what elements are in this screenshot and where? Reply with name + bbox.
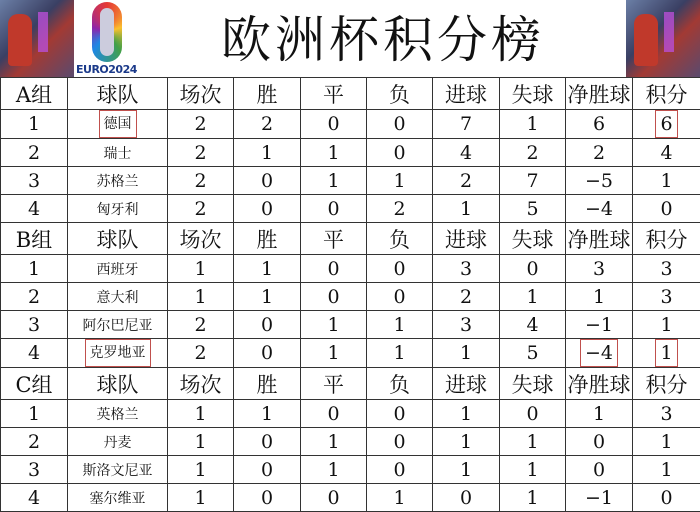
cell bbox=[367, 428, 433, 456]
cell bbox=[433, 167, 500, 195]
cell bbox=[433, 428, 500, 456]
cell bbox=[500, 456, 566, 484]
cell bbox=[566, 400, 633, 428]
cell-value: 3 bbox=[28, 459, 40, 481]
cell bbox=[367, 139, 433, 167]
cell bbox=[566, 195, 633, 223]
cell-value: 0 bbox=[261, 342, 273, 364]
cell bbox=[367, 456, 433, 484]
column-header: 胜 bbox=[234, 368, 301, 400]
cell bbox=[433, 110, 500, 139]
team-name bbox=[68, 456, 168, 484]
cell-value: 7 bbox=[526, 170, 538, 192]
column-header: 进球 bbox=[433, 78, 500, 110]
cell-value: 3 bbox=[460, 258, 472, 280]
team-name bbox=[68, 484, 168, 512]
cell-value: −4 bbox=[585, 198, 613, 220]
cell-value: 1 bbox=[526, 487, 538, 509]
cell bbox=[168, 311, 234, 339]
cell-value: 1 bbox=[327, 314, 339, 336]
cell-value: 0 bbox=[660, 487, 672, 509]
cell-value: 1 bbox=[526, 459, 538, 481]
cell-value: 1 bbox=[194, 286, 206, 308]
cell bbox=[1, 139, 68, 167]
cell-value: 2 bbox=[526, 142, 538, 164]
cell-value: 1 bbox=[194, 487, 206, 509]
cell-value: 1 bbox=[261, 403, 273, 425]
cell bbox=[234, 167, 301, 195]
group-name: B组 bbox=[1, 223, 68, 255]
cell bbox=[234, 339, 301, 368]
cell-value: 0 bbox=[327, 403, 339, 425]
cell bbox=[433, 283, 500, 311]
euro2024-logo: EURO2024 bbox=[74, 0, 142, 77]
cell bbox=[168, 139, 234, 167]
cell-value: 斯洛文尼亚 bbox=[83, 463, 153, 479]
cell-value: 0 bbox=[261, 431, 273, 453]
cell-value: 7 bbox=[460, 113, 472, 135]
column-header: 进球 bbox=[433, 368, 500, 400]
cell bbox=[301, 311, 367, 339]
cell-value: 丹麦 bbox=[104, 435, 132, 451]
cell-value: 塞尔维亚 bbox=[90, 491, 146, 507]
column-header: 平 bbox=[301, 223, 367, 255]
cell bbox=[168, 167, 234, 195]
cell bbox=[168, 428, 234, 456]
cell-value: 西班牙 bbox=[97, 262, 139, 278]
cell-value: 3 bbox=[660, 258, 672, 280]
cell bbox=[168, 283, 234, 311]
cell-value: 0 bbox=[660, 198, 672, 220]
cell bbox=[500, 400, 566, 428]
cell-value: −5 bbox=[585, 170, 613, 192]
cell-value: 4 bbox=[460, 142, 472, 164]
cell bbox=[1, 400, 68, 428]
cell-value: 1 bbox=[393, 170, 405, 192]
cell-value: 4 bbox=[28, 487, 40, 509]
cell-value: 0 bbox=[261, 314, 273, 336]
cell-value: 2 bbox=[460, 170, 472, 192]
team-name bbox=[68, 400, 168, 428]
cell bbox=[566, 484, 633, 512]
cell-value: −1 bbox=[585, 487, 613, 509]
column-header: 进球 bbox=[433, 223, 500, 255]
cell bbox=[500, 255, 566, 283]
cell bbox=[168, 255, 234, 283]
column-header: 平 bbox=[301, 78, 367, 110]
cell bbox=[566, 339, 633, 368]
cell-value: 0 bbox=[393, 142, 405, 164]
cell-value: 1 bbox=[460, 342, 472, 364]
cell-value: −1 bbox=[585, 314, 613, 336]
cell-value: 5 bbox=[526, 198, 538, 220]
cell-value: 1 bbox=[660, 170, 672, 192]
cell bbox=[367, 110, 433, 139]
cell-value: 0 bbox=[327, 258, 339, 280]
cell-value: 4 bbox=[526, 314, 538, 336]
column-header: 负 bbox=[367, 78, 433, 110]
cell-value: 0 bbox=[261, 487, 273, 509]
column-header: 场次 bbox=[168, 78, 234, 110]
cell bbox=[1, 428, 68, 456]
cell bbox=[633, 400, 700, 428]
table-row bbox=[1, 139, 700, 167]
cell-value: 1 bbox=[593, 403, 605, 425]
cell bbox=[367, 311, 433, 339]
cell-value: 2 bbox=[194, 314, 206, 336]
cell bbox=[234, 195, 301, 223]
cell bbox=[234, 456, 301, 484]
cell bbox=[168, 195, 234, 223]
cell-value: 1 bbox=[194, 459, 206, 481]
cell bbox=[566, 255, 633, 283]
player-image-right bbox=[626, 0, 700, 77]
cell-value: 3 bbox=[593, 258, 605, 280]
cell-value: 苏格兰 bbox=[97, 174, 139, 190]
cell-value: 1 bbox=[393, 342, 405, 364]
team-name bbox=[68, 339, 168, 368]
cell-value: 5 bbox=[526, 342, 538, 364]
cell bbox=[234, 428, 301, 456]
cell bbox=[433, 400, 500, 428]
column-header: 场次 bbox=[168, 368, 234, 400]
cell bbox=[500, 139, 566, 167]
cell bbox=[301, 400, 367, 428]
cell bbox=[1, 311, 68, 339]
cell bbox=[367, 283, 433, 311]
table-row bbox=[1, 110, 700, 139]
cell-value: 英格兰 bbox=[97, 407, 139, 423]
cell bbox=[633, 484, 700, 512]
cell-value: 0 bbox=[327, 198, 339, 220]
column-header: 球队 bbox=[68, 78, 168, 110]
cell bbox=[433, 484, 500, 512]
cell bbox=[1, 167, 68, 195]
cell-value: 1 bbox=[28, 113, 40, 135]
column-header: 净胜球 bbox=[566, 368, 633, 400]
cell-value: 1 bbox=[393, 314, 405, 336]
cell bbox=[500, 484, 566, 512]
cell-value: 3 bbox=[28, 314, 40, 336]
team-name bbox=[68, 195, 168, 223]
cell bbox=[1, 339, 68, 368]
table-row bbox=[1, 255, 700, 283]
team-name bbox=[68, 283, 168, 311]
cell-value: 0 bbox=[393, 403, 405, 425]
cell bbox=[367, 195, 433, 223]
cell-value: 1 bbox=[327, 170, 339, 192]
cell bbox=[500, 428, 566, 456]
cell bbox=[168, 456, 234, 484]
cell-value: 0 bbox=[593, 431, 605, 453]
cell bbox=[633, 428, 700, 456]
cell bbox=[633, 110, 700, 139]
cell-value: −4 bbox=[580, 339, 618, 367]
cell bbox=[234, 311, 301, 339]
cell bbox=[433, 139, 500, 167]
cell-value: 1 bbox=[460, 198, 472, 220]
page-title: 欧洲杯积分榜 bbox=[142, 0, 624, 77]
cell-value: 克罗地亚 bbox=[85, 339, 151, 367]
cell-value: 1 bbox=[393, 487, 405, 509]
cell-value: 3 bbox=[460, 314, 472, 336]
table-row bbox=[1, 484, 700, 512]
cell-value: 2 bbox=[593, 142, 605, 164]
cell bbox=[234, 139, 301, 167]
column-header: 积分 bbox=[633, 368, 700, 400]
cell bbox=[301, 110, 367, 139]
cell-value: 2 bbox=[194, 113, 206, 135]
cell bbox=[1, 195, 68, 223]
column-header: 平 bbox=[301, 368, 367, 400]
cell bbox=[633, 139, 700, 167]
cell bbox=[566, 167, 633, 195]
cell-value: 1 bbox=[460, 403, 472, 425]
cell bbox=[168, 400, 234, 428]
cell bbox=[633, 311, 700, 339]
cell bbox=[301, 195, 367, 223]
table-row bbox=[1, 339, 700, 368]
cell bbox=[633, 283, 700, 311]
cell-value: 瑞士 bbox=[104, 146, 132, 162]
cell-value: 1 bbox=[194, 258, 206, 280]
cell-value: 1 bbox=[28, 258, 40, 280]
cell bbox=[433, 456, 500, 484]
cell bbox=[633, 339, 700, 368]
cell bbox=[566, 139, 633, 167]
cell-value: 3 bbox=[28, 170, 40, 192]
cell bbox=[1, 255, 68, 283]
cell bbox=[301, 139, 367, 167]
cell-value: 0 bbox=[393, 113, 405, 135]
column-header: 球队 bbox=[68, 368, 168, 400]
table-row bbox=[1, 167, 700, 195]
cell bbox=[566, 456, 633, 484]
cell-value: 0 bbox=[460, 487, 472, 509]
cell-value: 1 bbox=[327, 459, 339, 481]
cell bbox=[301, 283, 367, 311]
cell-value: 2 bbox=[28, 431, 40, 453]
cell-value: 0 bbox=[327, 113, 339, 135]
table-row bbox=[1, 311, 700, 339]
cell bbox=[500, 195, 566, 223]
cell-value: 6 bbox=[593, 113, 605, 135]
cell-value: 1 bbox=[526, 113, 538, 135]
cell bbox=[1, 283, 68, 311]
column-header: 失球 bbox=[500, 368, 566, 400]
cell-value: 1 bbox=[655, 339, 677, 367]
column-header: 失球 bbox=[500, 78, 566, 110]
cell-value: 1 bbox=[327, 142, 339, 164]
cell bbox=[301, 167, 367, 195]
cell-value: 0 bbox=[393, 459, 405, 481]
column-header: 积分 bbox=[633, 223, 700, 255]
cell bbox=[633, 255, 700, 283]
cell bbox=[566, 428, 633, 456]
cell bbox=[367, 484, 433, 512]
cell-value: 1 bbox=[593, 286, 605, 308]
cell bbox=[633, 195, 700, 223]
group-name: C组 bbox=[1, 368, 68, 400]
standings-table bbox=[0, 77, 700, 512]
group-header-row bbox=[1, 223, 700, 255]
cell-value: 4 bbox=[660, 142, 672, 164]
team-name bbox=[68, 428, 168, 456]
group-header-row bbox=[1, 368, 700, 400]
cell-value: 意大利 bbox=[97, 290, 139, 306]
cell bbox=[234, 484, 301, 512]
cell-value: 3 bbox=[660, 403, 672, 425]
cell-value: 1 bbox=[194, 403, 206, 425]
cell-value: 0 bbox=[526, 258, 538, 280]
cell bbox=[433, 195, 500, 223]
cell-value: 1 bbox=[261, 286, 273, 308]
player-image-left bbox=[0, 0, 74, 77]
cell bbox=[234, 110, 301, 139]
cell bbox=[1, 110, 68, 139]
cell-value: 2 bbox=[261, 113, 273, 135]
cell-value: 阿尔巴尼亚 bbox=[83, 318, 153, 334]
column-header: 胜 bbox=[234, 223, 301, 255]
cell bbox=[234, 400, 301, 428]
cell bbox=[234, 283, 301, 311]
cell-value: 0 bbox=[261, 459, 273, 481]
cell bbox=[168, 110, 234, 139]
column-header: 净胜球 bbox=[566, 78, 633, 110]
cell-value: 1 bbox=[327, 342, 339, 364]
cell bbox=[367, 167, 433, 195]
cell-value: 3 bbox=[660, 286, 672, 308]
cell bbox=[500, 339, 566, 368]
cell-value: 0 bbox=[393, 258, 405, 280]
cell-value: 1 bbox=[460, 459, 472, 481]
cell bbox=[1, 456, 68, 484]
group-name: A组 bbox=[1, 78, 68, 110]
cell bbox=[367, 339, 433, 368]
table-row bbox=[1, 456, 700, 484]
cell bbox=[500, 167, 566, 195]
cell bbox=[433, 255, 500, 283]
cell bbox=[433, 311, 500, 339]
cell-value: 德国 bbox=[99, 110, 137, 138]
cell-value: 4 bbox=[28, 342, 40, 364]
cell-value: 2 bbox=[194, 170, 206, 192]
cell-value: 匈牙利 bbox=[97, 202, 139, 218]
cell bbox=[301, 484, 367, 512]
cell-value: 0 bbox=[327, 286, 339, 308]
column-header: 负 bbox=[367, 368, 433, 400]
cell bbox=[1, 484, 68, 512]
cell bbox=[301, 339, 367, 368]
cell bbox=[500, 110, 566, 139]
team-name bbox=[68, 110, 168, 139]
cell-value: 1 bbox=[460, 431, 472, 453]
cell-value: 0 bbox=[261, 198, 273, 220]
cell-value: 2 bbox=[28, 142, 40, 164]
cell-value: 1 bbox=[261, 258, 273, 280]
cell-value: 1 bbox=[261, 142, 273, 164]
cell-value: 0 bbox=[261, 170, 273, 192]
column-header: 净胜球 bbox=[566, 223, 633, 255]
cell bbox=[433, 339, 500, 368]
cell bbox=[367, 255, 433, 283]
cell-value: 0 bbox=[393, 286, 405, 308]
team-name bbox=[68, 311, 168, 339]
cell-value: 4 bbox=[28, 198, 40, 220]
cell-value: 2 bbox=[194, 142, 206, 164]
cell-value: 1 bbox=[660, 314, 672, 336]
cell-value: 1 bbox=[28, 403, 40, 425]
team-name bbox=[68, 139, 168, 167]
cell bbox=[234, 255, 301, 283]
column-header: 积分 bbox=[633, 78, 700, 110]
cell bbox=[301, 255, 367, 283]
cell-value: 1 bbox=[526, 286, 538, 308]
cell bbox=[301, 428, 367, 456]
cell-value: 2 bbox=[194, 342, 206, 364]
cell bbox=[168, 339, 234, 368]
cell-value: 2 bbox=[194, 198, 206, 220]
table-row bbox=[1, 195, 700, 223]
cell-value: 2 bbox=[28, 286, 40, 308]
cell bbox=[566, 110, 633, 139]
cell bbox=[301, 456, 367, 484]
cell-value: 2 bbox=[460, 286, 472, 308]
cell bbox=[566, 311, 633, 339]
team-name bbox=[68, 255, 168, 283]
table-row bbox=[1, 400, 700, 428]
cell-value: 1 bbox=[194, 431, 206, 453]
cell-value: 0 bbox=[327, 487, 339, 509]
cell bbox=[566, 283, 633, 311]
column-header: 场次 bbox=[168, 223, 234, 255]
cell bbox=[633, 167, 700, 195]
cell-value: 0 bbox=[526, 403, 538, 425]
cell bbox=[168, 484, 234, 512]
cell-value: 0 bbox=[393, 431, 405, 453]
group-header-row bbox=[1, 78, 700, 110]
table-row bbox=[1, 283, 700, 311]
table-row bbox=[1, 428, 700, 456]
cell bbox=[500, 283, 566, 311]
column-header: 负 bbox=[367, 223, 433, 255]
banner bbox=[0, 0, 700, 77]
team-name bbox=[68, 167, 168, 195]
column-header: 失球 bbox=[500, 223, 566, 255]
column-header: 胜 bbox=[234, 78, 301, 110]
cell-value: 1 bbox=[660, 459, 672, 481]
cell-value: 0 bbox=[593, 459, 605, 481]
cell-value: 6 bbox=[655, 110, 677, 138]
cell bbox=[500, 311, 566, 339]
cell-value: 1 bbox=[327, 431, 339, 453]
cell-value: 2 bbox=[393, 198, 405, 220]
cell-value: 1 bbox=[526, 431, 538, 453]
column-header: 球队 bbox=[68, 223, 168, 255]
cell-value: 1 bbox=[660, 431, 672, 453]
cell bbox=[367, 400, 433, 428]
cell bbox=[633, 456, 700, 484]
